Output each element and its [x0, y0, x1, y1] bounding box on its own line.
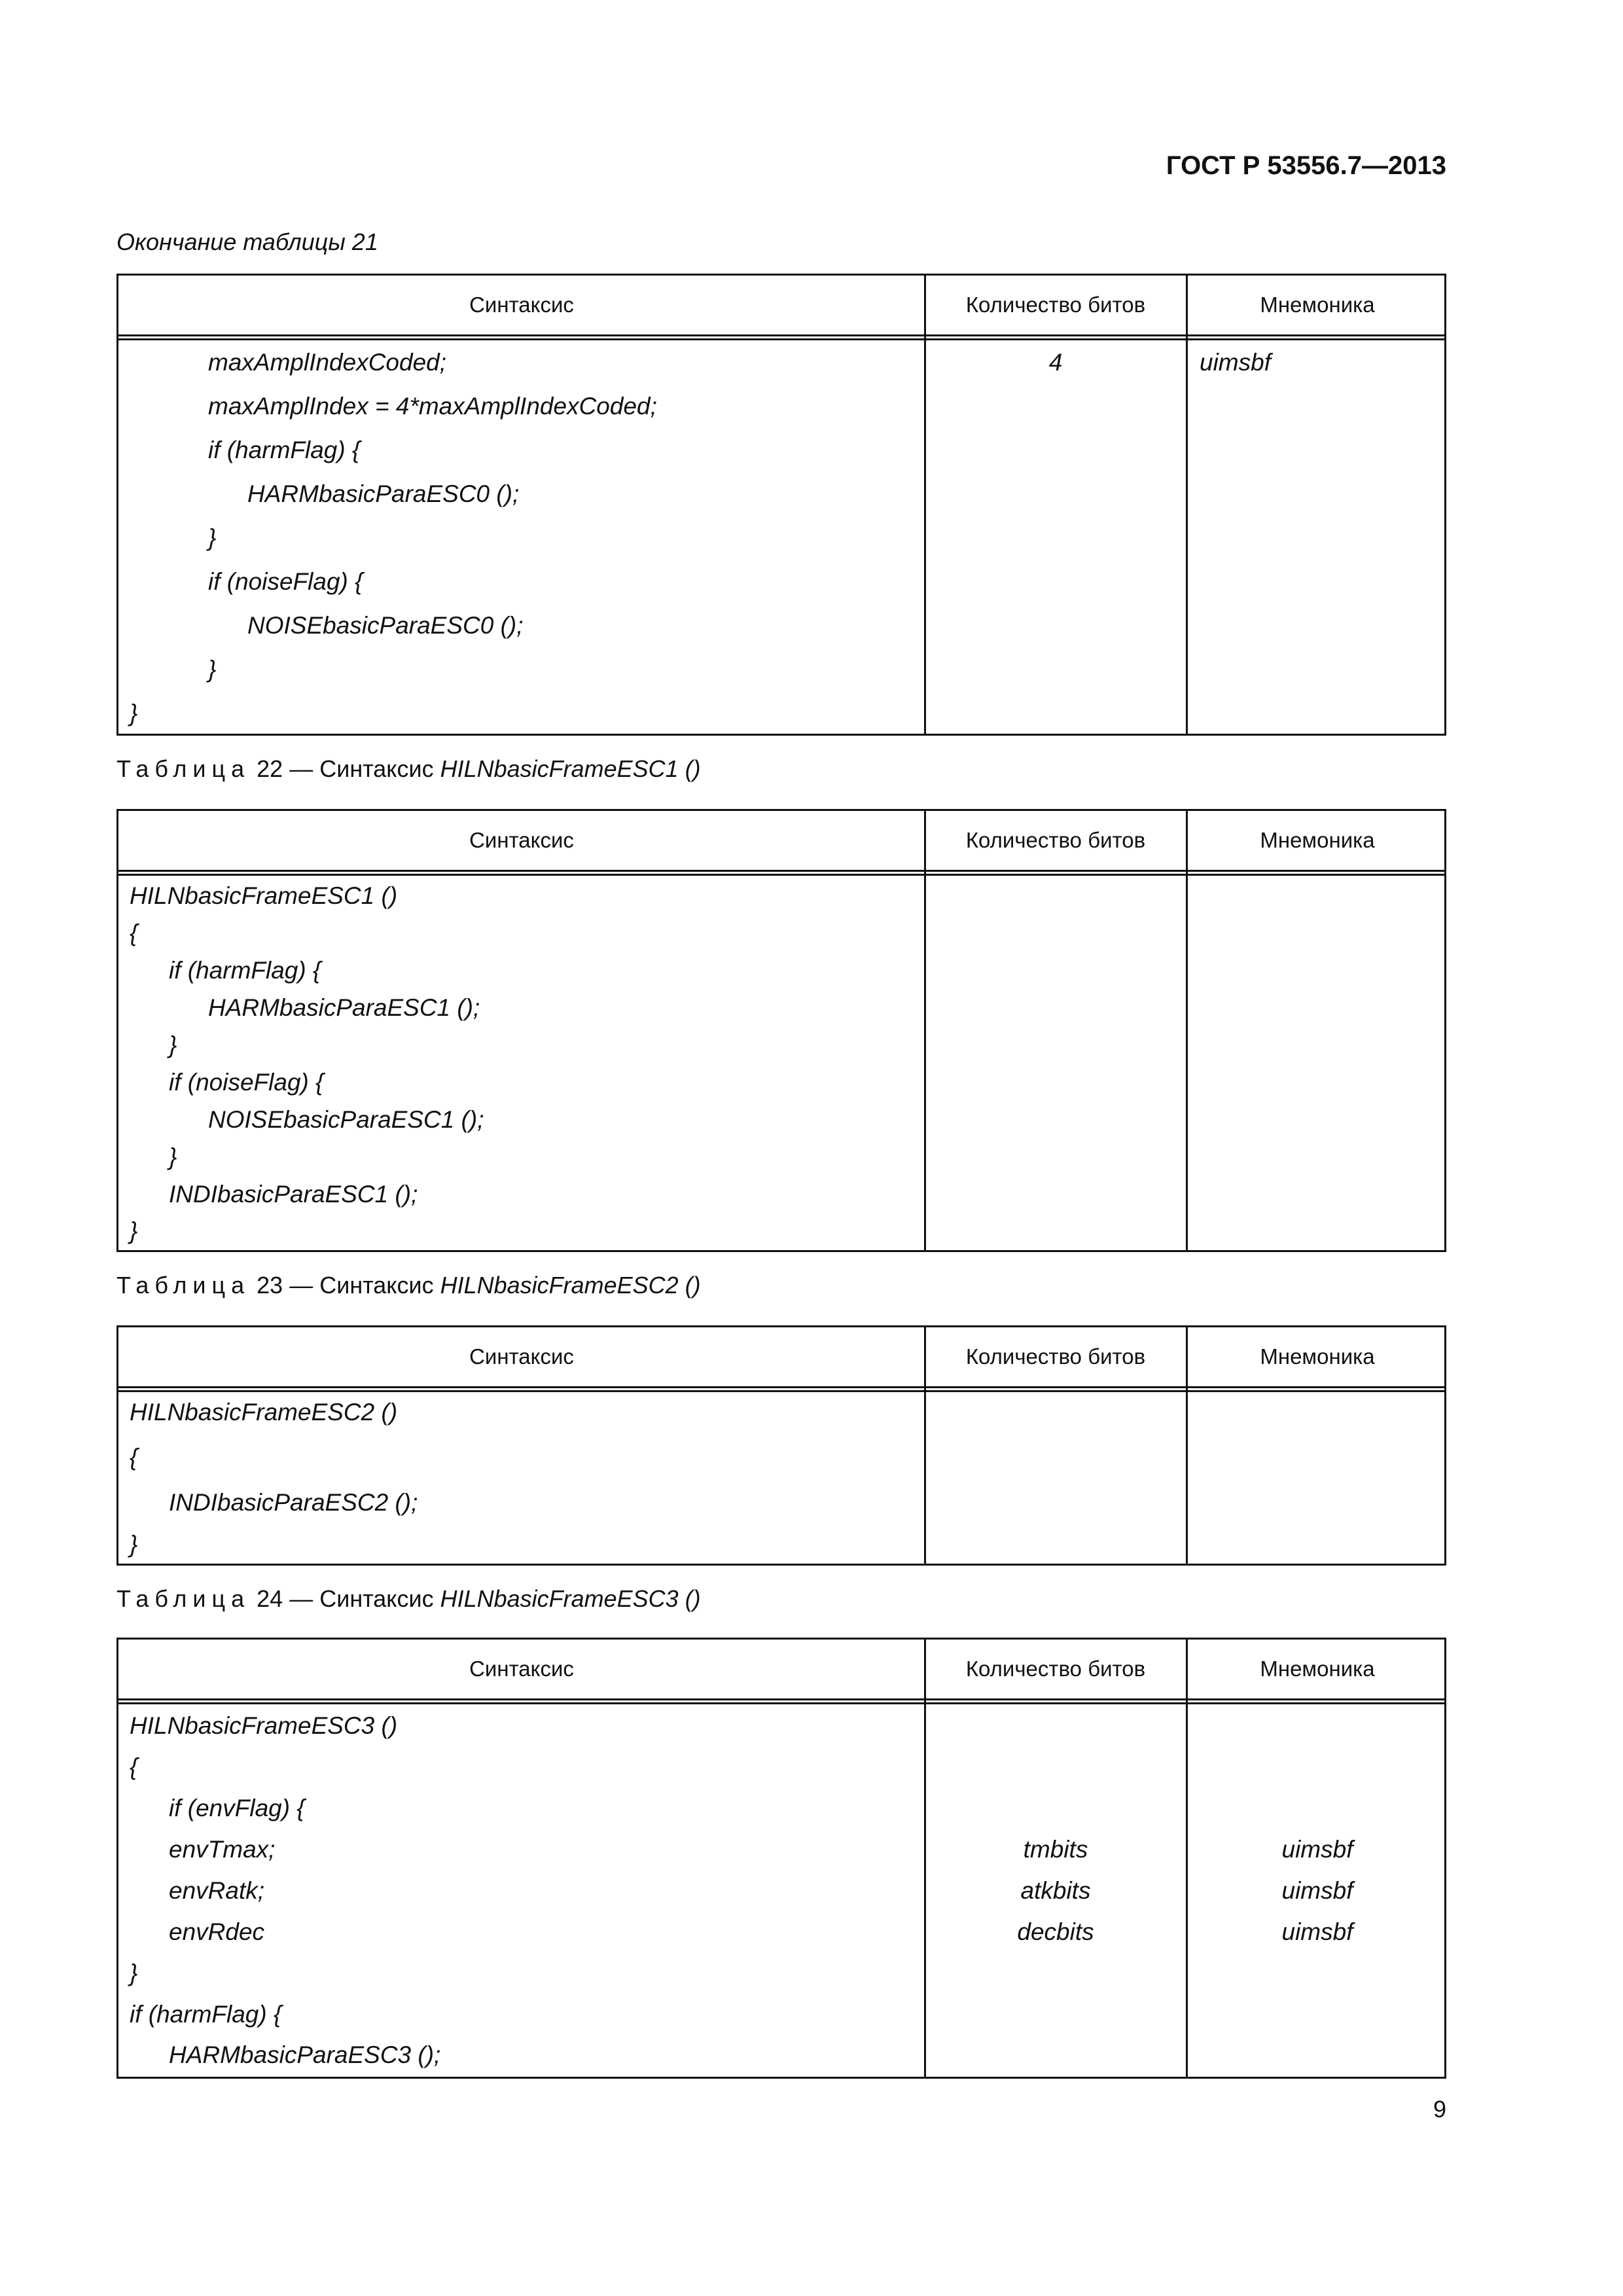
syntax-cell: HILNbasicFrameESC1 (): [130, 882, 398, 909]
syntax-cell: if (noiseFlag) {: [208, 568, 363, 595]
caption-code: HILNbasicFrameESC3 (): [440, 1585, 701, 1612]
syntax-cell: }: [130, 700, 138, 726]
syntax-cell: HARMbasicParaESC3 ();: [169, 2041, 441, 2068]
table-header: [118, 1327, 1444, 1388]
table-22-caption: [116, 753, 701, 785]
mnemonic-cell: uimsbf: [1200, 349, 1271, 376]
bits-cell: decbits: [1017, 1918, 1094, 1945]
table-row: [118, 1954, 1444, 1992]
table-row: [118, 607, 1444, 645]
header-double-line: [118, 1390, 1444, 1392]
table-row: [118, 563, 1444, 601]
table-row: [118, 1707, 1444, 1745]
table-row: [118, 387, 1444, 425]
table-22: [116, 809, 1446, 1252]
syntax-cell: }: [208, 524, 217, 551]
table-row: [118, 1064, 1444, 1102]
table-row: [118, 475, 1444, 513]
syntax-cell: {: [130, 920, 138, 946]
table-row: [118, 1101, 1444, 1139]
syntax-cell: if (noiseFlag) {: [169, 1069, 324, 1096]
syntax-cell: }: [169, 1031, 177, 1058]
table-row: [118, 1996, 1444, 2034]
table-row: [118, 344, 1444, 382]
syntax-cell: }: [130, 1217, 138, 1244]
table-row: [118, 651, 1444, 689]
table-header: [118, 276, 1444, 336]
table-row: [118, 1872, 1444, 1910]
syntax-cell: }: [208, 656, 217, 683]
table-row: [118, 1526, 1444, 1564]
table-row: [118, 877, 1444, 915]
table-21-continuation-caption: Окончание таблицы 21: [116, 228, 378, 255]
syntax-cell: {: [130, 1753, 138, 1780]
syntax-cell: NOISEbasicParaESC1 ();: [208, 1106, 484, 1133]
table-row: [118, 1831, 1444, 1869]
table-24: [116, 1638, 1446, 2079]
bits-cell: atkbits: [1020, 1877, 1091, 1904]
header-syntax: Синтаксис: [469, 1657, 574, 1681]
mnemonic-cell: uimsbf: [1281, 1877, 1353, 1904]
header-bits: Количество битов: [965, 1657, 1146, 1681]
syntax-cell: if (harmFlag) {: [130, 2001, 282, 2028]
table-row: [118, 989, 1444, 1027]
syntax-cell: maxAmplIndex = 4*maxAmplIndexCoded;: [208, 393, 657, 420]
syntax-cell: HARMbasicParaESC0 ();: [247, 480, 520, 507]
page-number: 9: [1433, 2096, 1446, 2123]
table-row: [118, 1439, 1444, 1477]
header-mnemonic: Мнемоника: [1260, 1657, 1375, 1681]
mnemonic-cell: uimsbf: [1281, 1918, 1353, 1945]
table-row: [118, 1175, 1444, 1213]
header-syntax: Синтаксис: [469, 293, 574, 317]
table-row: [118, 1748, 1444, 1786]
header-bits: Количество битов: [965, 828, 1146, 852]
mnemonic-cell: uimsbf: [1281, 1836, 1353, 1863]
syntax-cell: maxAmplIndexCoded;: [208, 349, 447, 376]
table-row: [118, 1138, 1444, 1176]
table-23-caption: [116, 1269, 701, 1302]
syntax-cell: }: [130, 1960, 138, 1986]
table-row: [118, 1789, 1444, 1827]
table-row: [118, 1484, 1444, 1522]
table-row: [118, 952, 1444, 990]
header-double-line: [118, 1702, 1444, 1704]
table-row: [118, 1026, 1444, 1064]
caption-word: Таблица: [116, 1585, 251, 1612]
syntax-cell: {: [130, 1444, 138, 1471]
header-mnemonic: Мнемоника: [1260, 1344, 1375, 1369]
bits-cell: 4: [1048, 349, 1063, 376]
syntax-cell: HARMbasicParaESC1 ();: [208, 994, 480, 1021]
header-double-line: [118, 338, 1444, 340]
table-row: [118, 1212, 1444, 1250]
syntax-cell: if (harmFlag) {: [208, 437, 361, 463]
syntax-cell: HILNbasicFrameESC3 (): [130, 1712, 398, 1739]
table-row: [118, 2036, 1444, 2074]
header-mnemonic: Мнемоника: [1260, 293, 1375, 317]
table-header: [118, 811, 1444, 872]
header-syntax: Синтаксис: [469, 1344, 574, 1369]
syntax-cell: }: [130, 1531, 138, 1558]
syntax-cell: envRatk;: [169, 1877, 265, 1904]
syntax-cell: INDIbasicParaESC2 ();: [169, 1489, 418, 1516]
caption-code: HILNbasicFrameESC1 (): [440, 755, 701, 782]
caption-code: HILNbasicFrameESC2 (): [440, 1272, 701, 1299]
caption-text: 23 — Синтаксис: [250, 1272, 440, 1299]
document-id: ГОСТ Р 53556.7—2013: [1166, 151, 1446, 180]
caption-word: Таблица: [116, 1272, 251, 1299]
caption-text: 24 — Синтаксис: [250, 1585, 440, 1612]
syntax-cell: HILNbasicFrameESC2 (): [130, 1399, 398, 1426]
syntax-cell: INDIbasicParaESC1 ();: [169, 1181, 418, 1208]
bits-cell: tmbits: [1023, 1836, 1088, 1863]
table-row: [118, 431, 1444, 469]
syntax-cell: }: [169, 1143, 177, 1170]
table-21-end: [116, 274, 1446, 736]
table-row: [118, 519, 1444, 557]
table-24-caption: [116, 1583, 701, 1615]
header-mnemonic: Мнемоника: [1260, 828, 1375, 852]
table-23: [116, 1325, 1446, 1566]
syntax-cell: NOISEbasicParaESC0 ();: [247, 612, 524, 639]
table-row: [118, 914, 1444, 952]
header-syntax: Синтаксис: [469, 828, 574, 852]
table-row: [118, 1393, 1444, 1431]
table-row: [118, 694, 1444, 732]
syntax-cell: if (envFlag) {: [169, 1795, 305, 1821]
header-double-line: [118, 874, 1444, 876]
caption-text: 22 — Синтаксис: [250, 755, 440, 782]
table-row: [118, 1913, 1444, 1951]
header-bits: Количество битов: [965, 1344, 1146, 1369]
syntax-cell: envRdec: [169, 1918, 265, 1945]
caption-word: Таблица: [116, 755, 251, 782]
header-bits: Количество битов: [965, 293, 1146, 317]
syntax-cell: envTmax;: [169, 1836, 276, 1863]
syntax-cell: if (harmFlag) {: [169, 957, 321, 984]
table-header: [118, 1640, 1444, 1700]
